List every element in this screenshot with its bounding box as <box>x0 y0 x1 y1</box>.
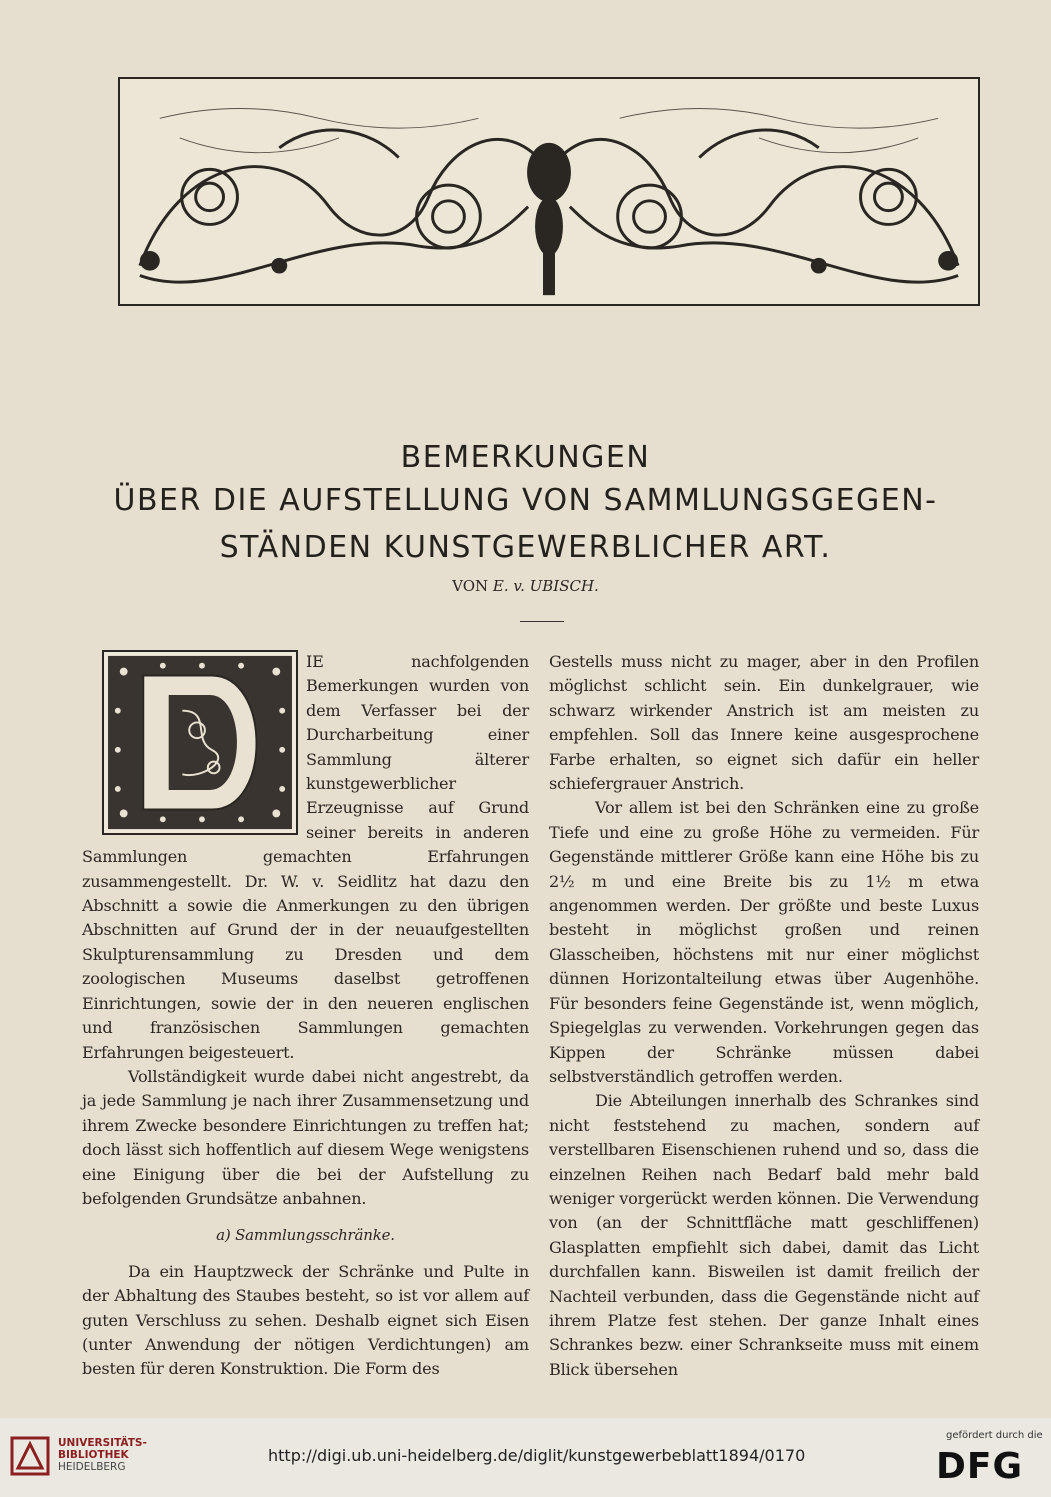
divider <box>520 621 564 622</box>
ornamental-initial-icon <box>104 652 296 833</box>
left-paragraph-1: IE nachfolgenden Bemerkungen wurden von dem Verfasser bei der Durcharbeitung einer Sammlung älterer kunstgewerblicher Erzeugnisse auf Grund seiner bereits in anderen Sammlungen gemachten Erfahrungen zusammengestellt. Dr. W. v. Seidlitz hat dazu den Abschnitt a sowie die Anmerkungen zu den übrigen Abschnitten auf Grund der in der neuaufgestellten Skulpturensammlung zu Dresden und dem zoologischen Museums daselbst getroffenen Einrichtungen, sowie der in den neueren englischen und französischen Sammlungen gemachten Erfahrungen beigesteuert. <box>82 652 529 1062</box>
byline-author: E. v. UBISCH. <box>492 577 599 595</box>
source-url-link[interactable]: http://digi.ub.uni-heidelberg.de/diglit/kunstgewerbeblatt1894/0170 <box>268 1446 806 1465</box>
right-paragraph-2: Vor allem ist bei den Schränken eine zu große Tiefe und eine zu große Höhe zu vermeiden. Für Gegenstände mittlerer Größe kann eine Höhe bis zu 2½ m und eine Breite bis zu 1½ m etwa angenommen werden. Der größte und beste Luxus besteht in möglichst großen und reinen Glasscheiben, höchstens mit nur einer möglichst dünnen Horizontalteilung etwas über Augenhöhe. Für besonders feine Gegenstände ist, wenn möglich, Spiegelglas zu verwenden. Vorkehrungen gegen das Kippen der Schränke müssen dabei selbstverständlich getroffen werden. <box>549 798 979 1086</box>
byline <box>0 577 1051 595</box>
library-line-2: BIBLIOTHEK <box>58 1449 129 1461</box>
funded-by-label: gefördert durch die <box>946 1430 1043 1441</box>
library-name[interactable] <box>58 1437 147 1473</box>
library-line-3: HEIDELBERG <box>58 1461 126 1473</box>
title-line-3: STÄNDEN KUNSTGEWERBLICHER ART. <box>219 530 832 565</box>
byline-prefix: VON <box>452 577 489 595</box>
title-line-2: ÜBER DIE AUFSTELLUNG VON SAMMLUNGSGEGEN- <box>113 483 938 518</box>
university-library-logo-icon <box>10 1436 50 1476</box>
title-line-1: BEMERKUNGEN <box>400 440 651 475</box>
section-subheading: a) Sammlungsschränke. <box>216 1226 395 1245</box>
scroll-ornament-icon <box>120 79 978 304</box>
library-line-1: UNIVERSITÄTS- <box>58 1437 147 1449</box>
dfg-logo[interactable]: DFG <box>936 1446 1024 1487</box>
right-paragraph-3: Die Abteilungen innerhalb des Schrankes sind nicht feststehend zu machen, sondern auf verstellbaren Eisenschienen ruhend und so, dass die einzelnen Reihen nach Bedarf bald mehr bald weniger vorgerückt werden können. Die Verwendung von (an der Schnittfläche matt geschliffenen) Glasplatten empfiehlt sich dabei, damit das Licht durchfallen kann. Bisweilen ist damit freilich der Nachteil verbunden, dass die Gegenstände nicht auf ihrem Platze fest stehen. Der ganze Inhalt eines Schrankes bezw. einer Schrankseite muss mit einem Blick übersehen <box>549 1091 979 1379</box>
right-paragraph-1: Gestells muss nicht zu mager, aber in den Profilen möglichst schlicht sein. Ein dunkelgrauer, wie schwarz wirkender Anstrich ist am meisten zu empfehlen. Soll das Innere keine ausgesprochene Farbe erhalten, so eignet sich dafür ein heller schiefergrauer Anstrich. <box>549 652 979 794</box>
initial-letter-d <box>102 650 298 835</box>
left-column <box>82 650 529 1382</box>
right-column <box>549 650 979 1382</box>
decorative-header-ornament <box>118 77 980 306</box>
left-paragraph-2: Vollständigkeit wurde dabei nicht angestrebt, da ja jede Sammlung je nach ihrer Zusammensetzung und ihrem Zwecke besondere Einrichtungen zu treffen hat; doch lässt sich hoffentlich auf diesem Wege wenigstens eine Einigung über die bei der Aufstellung zu befolgenden Grundsätze anbahnen. <box>82 1066 529 1208</box>
left-paragraph-3: Da ein Hauptzweck der Schränke und Pulte in der Abhaltung des Staubes besteht, so ist vor allem auf guten Verschluss zu sehen. Deshalb eignet sich Eisen (unter Anwendung der nötigen Verdichtungen) am besten für deren Konstruktion. Die Form des <box>82 1261 529 1379</box>
